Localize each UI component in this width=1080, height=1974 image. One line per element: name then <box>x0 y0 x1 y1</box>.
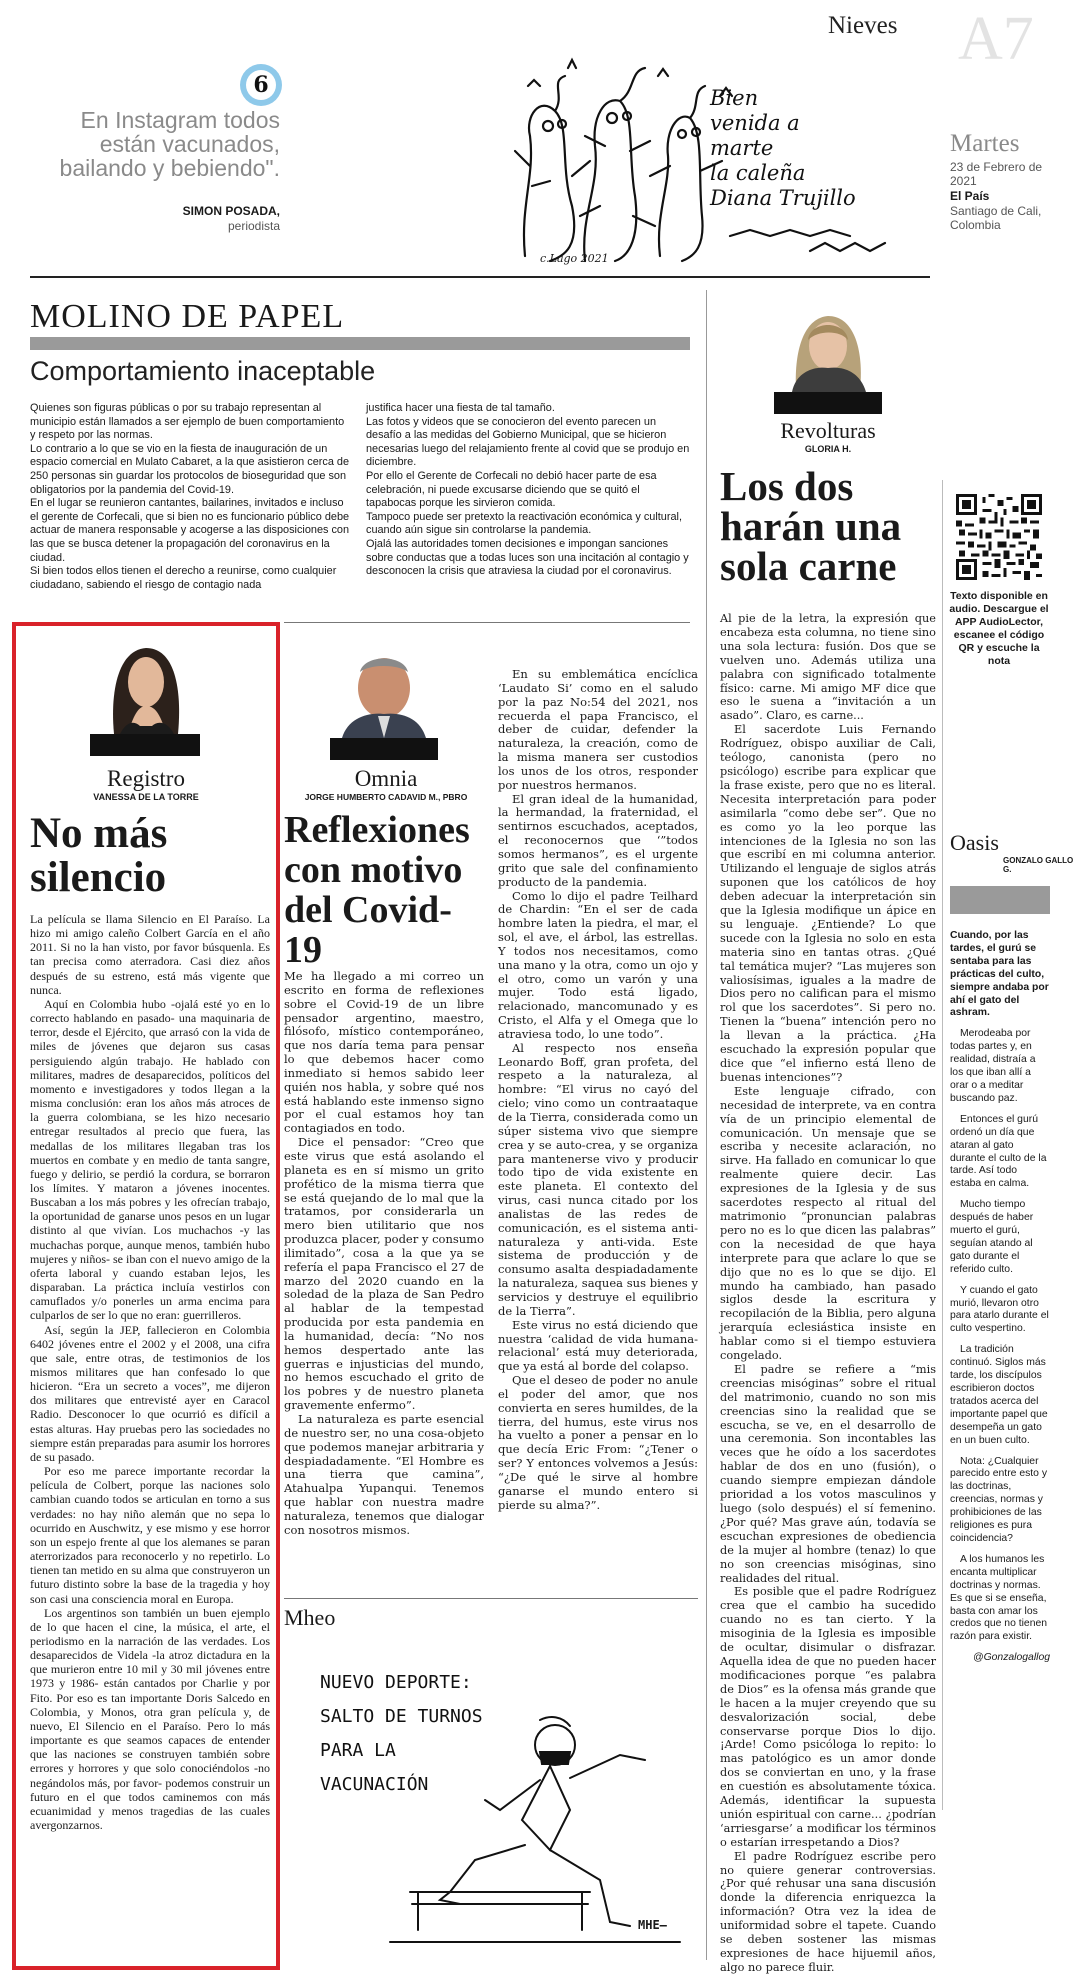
omnia-column-name: Omnia <box>354 766 418 791</box>
cartoon-signature: c.Lago 2021 <box>540 252 609 265</box>
revolturas-column-name: Revolturas <box>780 418 876 443</box>
molino-bar <box>30 337 690 350</box>
registro-headline: No más silencio <box>30 810 168 901</box>
paragraph: Este virus no está diciendo que nuestra ‘calidad de vida humana-relacional’ está muy deteriorada, que ya está al borde del colapso. <box>498 1317 698 1374</box>
oasis-bar <box>950 886 1050 914</box>
cartoon-line: VACUNACIÓN <box>320 1774 429 1795</box>
oasis-column-name: Oasis <box>950 830 999 855</box>
paragraph: El padre se refiere a “mis creencias misóginas” sobre el ritual del matrimonio, cuando no son mis creencias sino la realidad que se escucha, se ve, en el desarrollo de una ceremonia. Son incontables las veces que he oído a los sacerdotes hablar de dos en uno (fusión), o cuando siempre empiezan dándole prioridad a los votos masculinos y luego (solo después) el sí femenino. ¿Por qué? Mas grave aún, todavía se escuchan expresiones de obediencia de la mujer al hombre (tenaz) lo que no son creencias misóginas, sino realidades del ritual. <box>720 1362 936 1585</box>
column-rule <box>706 290 707 1960</box>
qr-caption: Texto disponible en audio. Descargue el APP AudioLector, escanee el código QR y escuche la nota <box>949 590 1049 667</box>
omnia-author-photo <box>330 642 438 760</box>
page-number: A7 <box>958 5 1034 73</box>
cartoon-line: SALTO DE TURNOS <box>320 1706 483 1727</box>
paragraph: Merodeaba por todas partes y, en realidad, distraía a los que iban allí a orar o a meditar buscando paz. <box>950 1028 1036 1104</box>
paragraph: Aquí en Colombia hubo -ojalá esté yo en lo correcto hablando en pasado- una maquinaria de terror, desde el Ejército, que arrasó con la vida de miles de jóvenes que dejaron sus casas persiguiendo algún trabajo. He hablado con militares, madres de desaparecidos, políticos del momento e investigadores y todos llegan a la misma conclusión: eran los años más atroces de la guerra colombiana, se les hizo necesario entregar resultados al precio que fuera, las medallas de los militares llegaban tras los muertos en combate y en medio de tanta sangre, fuego y delirio, se perdió la cordura, se borraron los límites. Y mataron a jóvenes inocentes. Buscaban a los más pobres y les ofrecían trabajo, la oportunidad de ganarse unos pesos en un lugar distinto al que vivían. Los muchachos -y las muchachas porque, aunque menos, también hubo mujeres y niños- se iban con el nuevo amigo de la oferta laboral y cuando estaban lejos, les disparaban. La práctica incluía vestirlos con camuflados y/o ponerles un arma encima para culparlos de ser lo que no eran: guerrilleros. <box>30 996 270 1323</box>
paragraph: Al pie de la letra, la expresión que encabeza esta columna, no tiene sino una sola lectura: fusión. Dos que se vuelven uno. Además utiliza una palabra con significado totalmente físico: carne. Mi amigo MF dice que eso le suena a “invitación a un asado”. Claro, es carne... <box>720 612 936 723</box>
svg-text:6: 6 <box>253 72 269 98</box>
molino-headline: Comportamiento inaceptable <box>30 356 376 386</box>
quote-author: SIMON POSADA, <box>182 204 280 218</box>
revolturas-body <box>720 612 936 1974</box>
oasis-author: GONZALO GALLO G. <box>1003 856 1074 874</box>
quote-text: En Instagram todos están vacunados, bailando y bebiendo". <box>59 107 280 181</box>
qr-code[interactable] <box>956 494 1042 580</box>
paragraph: Por eso me parece importante recordar la película de Colbert, porque las naciones solo cambian cuando todos se articulan en torno a sus verdades: no hay niño alemán que no sepa lo ocurrido en Auschwitz, y ese mismo y ese horror son un espejo frente al que los alemanes se paran aterrorizados para reconocerlo y no repetirlo. Lo tienen tan metido en su alma que construyeron un futuro distinto sobre la base de la tragedia y hoy son casi una consciencia moral en Europa. <box>30 1464 270 1606</box>
omnia-headline: Reflexiones con motivo del Covid-19 <box>284 809 470 971</box>
molino-col1: Quienes son figuras públicas o por su trabajo representan al municipio están llamados a ser ejemplo de buen comportamiento y respeto por las normas. Lo contrario a lo que se vio en la fiesta de inauguración de un espacio comercial en Mulato Cabaret, a la que asistieron cerca de 250 personas sin guardar los protocolos de bioseguridad que son obligatorios por la pandemia del Covid-19. En el lugar se reunieron cantantes, bailarines, invitados e incluso el gerente de Corfecali, que si bien no es funcionario público debe actuar de manera responsable y acogerse a las disposiciones con las que se busca detener la propagación del coronavirus en la ciudad. Si bien todos ellos tienen el derecho a reunirse, como cualquier ciudadano, sabiendo el riesgo de contagio nada <box>30 402 350 591</box>
paragraph: Dice el pensador: “Creo que este virus que está asolando el planeta es en sí mismo un grito profético de la misma tierra que se está quejando de lo mal que la tratamos, por considerarla un mero bien utilitario que nos produzca placer, poder y consumo ilimitado”, cosa a la que ya se refería el papa Francisco el 27 de marzo del 2020 cuando en la soledad de la plaza de San Pedro al hablar de la tempestad producida por esta pandemia en la humanidad, decía: “No nos hemos despertado ante las guerras e injusticias del mundo, no hemos escuchado el grito de los pobres y de nuestro planeta gravemente enfermo”. <box>284 1135 484 1413</box>
paragraph: La película se llama Silencio en El Paraíso. La hizo mi amigo caleño Colbert García en el año 2011. Si no la han visto, por favor búsquenla. Es tan precisa como aterradora. Casi diez años después de su estreno, está más vigente que nunca. <box>30 912 270 997</box>
paragraph: Es posible que el padre Rodríguez crea que el cambio ha sucedido cuando no es tan cierto. Y la misoginia de la Iglesia es imposible de ocultar, disimular o disfrazar. Aquella idea de que no pueden hacer modificaciones porque “es palabra de Dios” es la ofensa más grande que le hacen a la mujer creyendo que su desvalorización social, debe conservarse porque Dios lo dijo. ¡Arde! Como psicóloga lo repito: lo mas patológico es un amor donde dos se conviertan en uno, y la frase en cuestión es absolutamente tóxica. Además, identificar la supuesta unión espiritual con carne... ¿podrían ‘arriesgarse’ a modificar los términos o estarían irrespetando a Dios? <box>720 1585 936 1849</box>
registro-author-photo <box>90 632 200 756</box>
omnia-body-col1 <box>284 970 484 1538</box>
date-line: 23 de Febrero de 2021 <box>950 160 1043 188</box>
cartoon-line: Diana Trujillo <box>710 186 856 210</box>
section-name: Nieves <box>828 12 898 39</box>
paragraph: La naturaleza es parte esencial de nuestro ser, no una cosa-objeto que podemos manejar arbitraria y despiadadamente. “El Hombre es una tierra que camina”, Atahualpa Yupanqui. Tenemos que hablar con nuestra madre naturaleza, tenemos que dialogar con nosotros mismos. <box>284 1412 484 1537</box>
quote-role: periodista <box>227 219 280 233</box>
paragraph: El gran ideal de la humanidad, la hermandad, la fraternidad, el sentirnos escuchados, aceptados, el reconocernos que ‘”todos somos hermanos”, es el urgente grito que sale del confinamiento producto de la pandemia. <box>498 791 698 889</box>
paragraph: Mucho tiempo después de haber muerto el gurú, seguían atando al gato durante el referido culto. <box>950 1199 1034 1275</box>
registro-author: VANESSA DE LA TORRE <box>93 792 199 802</box>
date-day: Martes <box>950 130 1020 157</box>
revolturas-author-photo <box>774 290 882 414</box>
mars-cartoon <box>510 56 930 271</box>
paragraph: Los argentinos son también un buen ejemplo de lo que hacen el cine, la música, el arte, el periodismo en la narración de las verdades. Los desaparecidos de Videla -la atroz dictadura en la que murieron entre 10 mil y 30 mil jóvenes entre 1973 y 1986- están cantados por Charlie y por Fito. Por eso es tan importante Doris Salcedo en Colombia, y Monos, otra gran película y, de nuevo, El Silencio en el Paraíso. Pero lo más importante es que seamos capaces de entender que las naciones se construyen también sobre errores y horrores y que solo conociéndolos -no negándolos más, por favor- podemos construir un futuro en el que todos caminemos con más ecuanimidad y menos tragedias de las cuales avergonzarnos. <box>30 1605 270 1832</box>
molino-bottom-rule <box>284 622 690 623</box>
molino-col2: justifica hacer una fiesta de tal tamaño. Las fotos y videos que se conocieron del evento parecen un desafío a las medidas del Gobierno Municipal, que se hicieron necesarias luego del relajamiento frente al covid que se produjo en diciembre. Por ello el Gerente de Corfecali no debió hacer parte de esa celebración, ni puede excusarse diciendo que se quitó el tapabocas porque les sirvieron comida. Tampoco puede ser pretexto la reactivación económica y cultural, cuando aún sigue sin controlarse la pandemia. Ojalá las autoridades tomen decisiones e impongan sanciones sobre conductas que a todas luces son una incitación al contagio y desconocen la crisis que atraviesa la ciudad por el coronavirus. <box>366 402 690 578</box>
molino-title: MOLINO DE PAPEL <box>30 298 345 335</box>
cartoon-signature: MHE— <box>638 1918 667 1932</box>
header-rule <box>30 276 930 278</box>
hurdler-drawing <box>300 1660 700 1960</box>
cartoon-line: NUEVO DEPORTE: <box>320 1672 472 1693</box>
registro-column-name: Registro <box>107 766 185 791</box>
paragraph: El padre Rodríguez escribe pero no quiere generar controversias. ¿Por qué rehusar una sana discusión donde la diferencia enriquezca la información? Otra vez la idea de uniformidad sobre el tapete. Cuando se deben sostener las mismas expresiones de hace hijuemil años, algo no parece fluir. <box>720 1849 936 1974</box>
omnia-author: JORGE HUMBERTO CADAVID M., PBRO <box>304 792 468 802</box>
cartoon-line: venida a <box>710 111 800 135</box>
paragraph: Y cuando el gato murió, llevaron otro para atarlo durante el culto vespertino. <box>950 1284 1049 1335</box>
cartoon-line: la caleña <box>710 161 806 185</box>
paragraph: El sacerdote Luis Fernando Rodríguez, obispo auxiliar de Cali, teólogo, canonista (pero no psicólogo) escribe para explicar que la frase existe, pero que no es literal. Necesita interpretación para poder asimilarla “como debe ser”. Que no es como yo la leo porque las intenciones de la Iglesia no son las que escribí en mi columna anterior. Utilizando el lenguaje de siglos atrás suponen que los católicos de hoy deben adecuar la interpretación sin que la Iglesia modifique un ápice en su lenguaje. ¿Entiende? Lo que sucede con la Iglesia no solo en esta materia sino en tantas otras. ¿Qué tal temática mujer? “Las mujeres son valiosísimas, iguales a la madre de Dios pero no califican para el mismo rol que los sacerdotes”. Si pero no. Tienen la “buena” intención pero no la llevan a la práctica. ¿Ha escuchado la expresión popular que dice que “el infierno está lleno de buenas intenciones”? <box>720 723 936 1084</box>
mheo-rule <box>284 1598 698 1599</box>
cartoon-line: marte <box>710 136 774 160</box>
paragraph: Este lenguaje cifrado, con necesidad de interprete, va en contra vía de un principio elemental de comunicación. Un mensaje que se escriba y necesite aclaración, no sirve. Ha fallado en comunicar lo que realmente quiere decir. Las expresiones de la Iglesia y de sus sacerdotes respecto al ritual del matrimonio “pronuncian palabras pero no es lo que dicen las palabras” con la necesidad de que haya interprete para que aclare lo que se dijo que no es lo que se dijo. El mundo ha cambiado, han pasado siglos desde la escritura y recopilación de la Biblia, pero alguna jerarquía eclesiástica insiste en hablar como si el tiempo estuviera congelado. <box>720 1084 936 1363</box>
oasis-body <box>950 930 1050 1673</box>
mheo-column-name: Mheo <box>284 1605 336 1630</box>
paragraph: Como lo dijo el padre Teilhard de Chardin: “En el ser de cada hombre laten la piedra, el mar, el sol, el ave, el árbol, las estrellas. Y todos nos necesitamos, como una mano y la otra, como un ojo y el otro, como un varón y una mujer. Todo está ligado, relacionado, mancomunado y es Cristo, el Alfa y el Omega que lo atraviesa todo, lo une todo”. <box>498 888 698 1041</box>
paragraph: La tradición continuó. Siglos más tarde, los discípulos escribieron doctos tratados acerca del importante papel que desempeña un gato en un buen culto. <box>950 1344 1048 1446</box>
quote-icon <box>240 64 282 106</box>
paper-name: El País <box>950 189 990 203</box>
cartoon-handwriting <box>710 86 925 211</box>
revolturas-author: GLORIA H. <box>804 444 852 454</box>
vaccine-cartoon <box>300 1660 700 1960</box>
cartoon-line: PARA LA <box>320 1740 396 1761</box>
omnia-body-col2 <box>498 668 698 1512</box>
column-rule <box>942 480 943 1810</box>
cartoon-line: Bien <box>710 86 759 110</box>
paragraph: Me ha llegado a mi correo un escrito en forma de reflexiones sobre el Covid-19 de un libre pensador argentino, maestro, filósofo, místico contemporáneo, que nos daría tema para pensar lo que debemos hacer como inmediato si hemos sabido leer quién nos habla, y sobre qué nos está hablando este inmenso signo por el cual estamos hoy tan contagiados en todo. <box>284 969 484 1136</box>
paragraph: Así, según la JEP, fallecieron en Colombia 6402 jóvenes entre el 2002 y el 2008, una cifra que sale, entre otras, de testimonios de los mismos militares que han confesado lo que hicieron. “Era un secreto a voces”, me dijeron dos militares que entrevisté ayer en Caracol Radio. Desconocer lo que ocurrió es difícil a estas alturas. Hay pruebas pero las sociedades no siempre están preparadas para asumir los horrores de su pasado. <box>30 1322 270 1464</box>
oasis-handle: @Gonzalogallog <box>973 1652 1050 1664</box>
paragraph: Entonces el gurú ordenó un día que ataran al gato durante el culto de la tarde. Así todo estaba en calma. <box>950 1113 1047 1190</box>
paragraph: Que el deseo de poder no anule el poder del amor, que nos convierta en seres humildes, de la tierra, del humus, este virus nos ha vuelto a poner a pensar en lo que decía Eric From: “¿Tener o ser? Y entonces volvemos a Jesús: “¿De qué le sirve al hombre ganarse el mundo entero si pierde su alma?”. <box>498 1373 698 1512</box>
place: Santiago de Cali, Colombia <box>950 204 1042 232</box>
paragraph: En su emblemática encíclica ‘Laudato Si’ como en el saludo por la paz No:54 del 2021, nos recuerda el papa Francisco, el deber de cuidar, defender la naturaleza, la creación, como de la misma manera ser custodios los unos de los otros, responder por nuestros hermanos. <box>498 667 698 792</box>
registro-body <box>30 912 270 1832</box>
paragraph: Nota: ¿Cualquier parecido entre esto y las doctrinas, creencias, normas y prohibiciones de las religiones es pura coincidencia? <box>950 1455 1048 1544</box>
paragraph: A los humanos les encanta multiplicar doctrinas y normas. Es que si se enseña, basta con amar los credos que no tienen razón para existir. <box>950 1553 1048 1643</box>
paragraph: Al respecto nos enseña Leonardo Boff, gran profeta, del respeto a la naturaleza, al hombre: “El virus no cayó del cielo; vino como un contraataque de la Tierra, considerada como un súper sistema vivo que siempre crea y se auto-crea, y se organiza para mantenerse vivo y producir todo tipo de vida existente en este planeta. El contexto del virus, casi nunca citado por los analistas de las redes de comunicación, es el sistema anti-naturaleza y anti-vida. Este sistema de producción y de consumo asalta despiadadamente la naturaleza, saquea sus bienes y servicios y destruye el equilibrio de la Tierra”. <box>498 1040 698 1318</box>
revolturas-headline: Los dos harán una sola carne <box>720 463 902 589</box>
oasis-lead: Cuando, por las tardes, el gurú se sentaba para las prácticas del culto, siempre andaba por ahí el gato del ashram. <box>950 930 1049 1019</box>
